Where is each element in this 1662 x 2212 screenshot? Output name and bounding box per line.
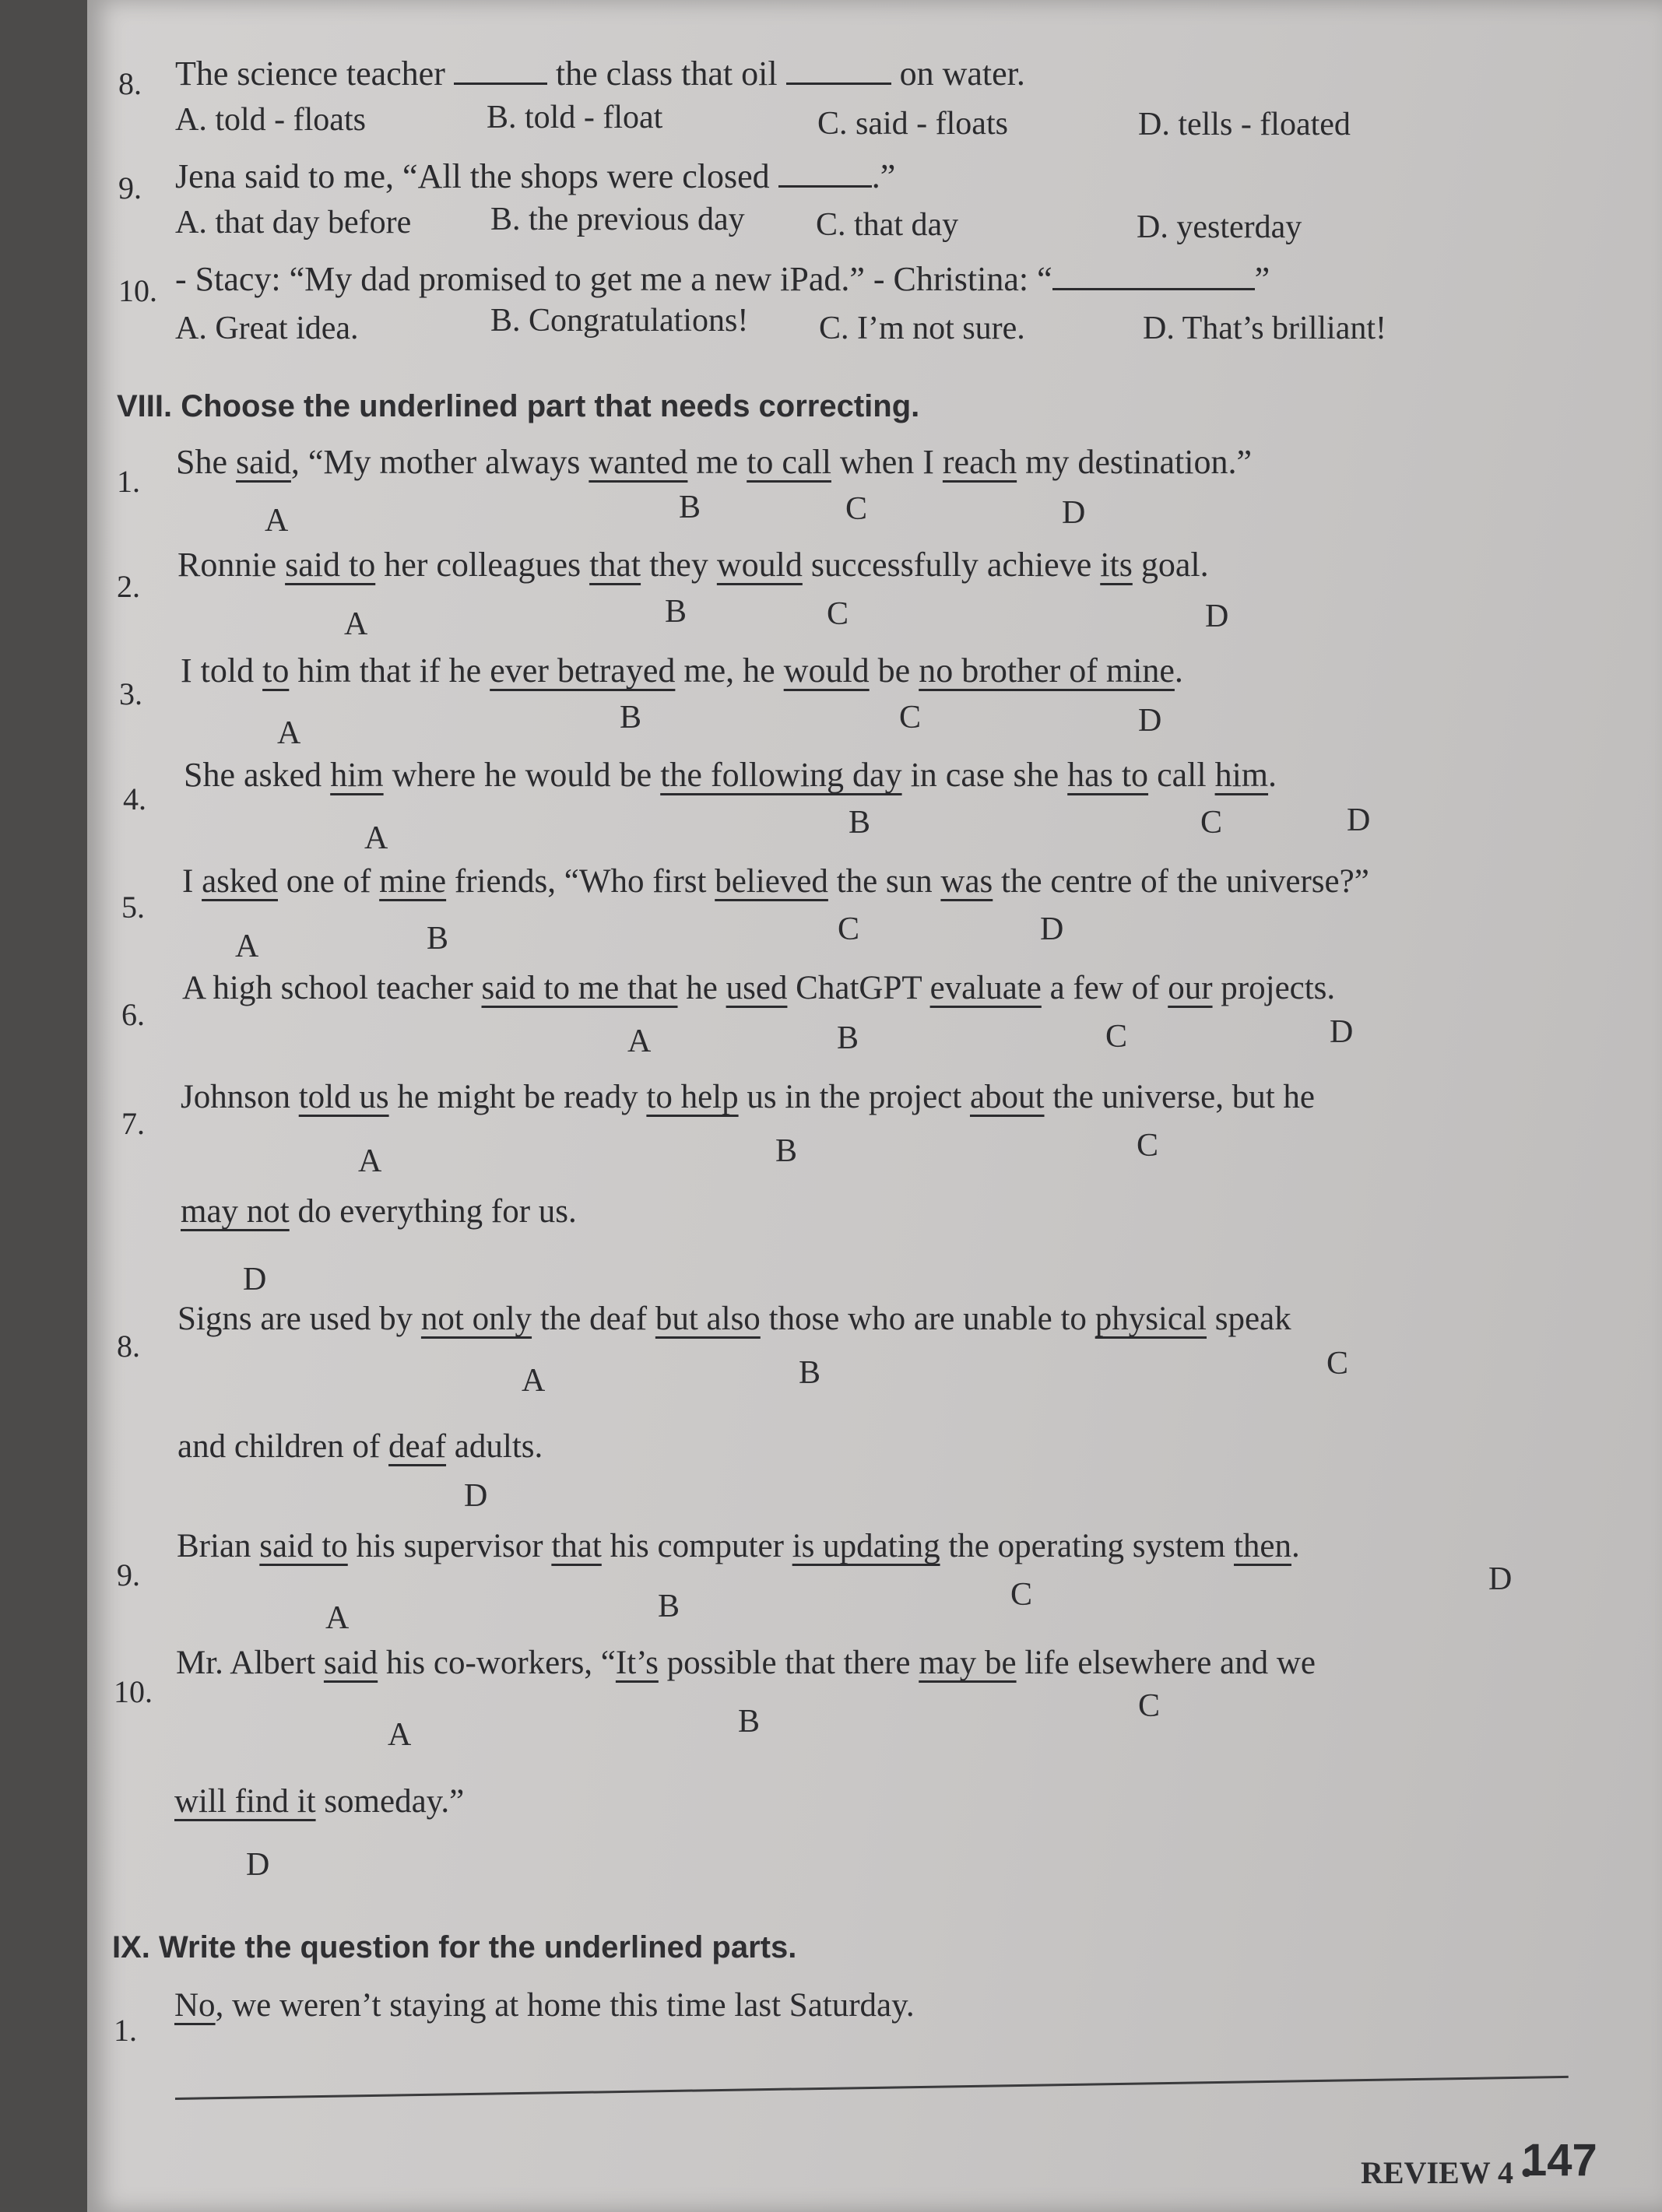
letter-label-c: C [1326,1346,1349,1382]
underlined-option-b: the following day [660,756,902,794]
underlined-option-c: may be [919,1645,1017,1681]
question-number: 7. [121,1106,145,1141]
sentence-part: him that if he [289,651,490,690]
underlined-option-b: that [551,1528,602,1564]
sentence-part: Ronnie [177,546,286,584]
sentence-part: goal. [1132,546,1209,584]
sentence-part: the deaf [532,1301,655,1337]
sentence-part: they [641,546,717,584]
question-number: 8. [118,66,142,101]
underlined-option-b: to help [646,1079,739,1115]
letter-label-a: A [325,1600,350,1636]
letter-label-a: A [358,1143,382,1179]
question-text [176,1644,1316,1682]
sentence-part: his computer [601,1528,792,1564]
letter-label-c: C [1010,1577,1033,1613]
underlined-option-d: deaf [388,1428,447,1465]
letter-label-c: C [838,911,860,947]
underlined-option-c: about [969,1079,1045,1115]
sentence-part: A high school teacher [182,970,482,1006]
question-text-part: - Stacy: “My dad promised to get me a new iPad.” - Christina: “ [175,259,1052,298]
sentence-part: his supervisor [347,1528,552,1564]
underlined-option-c: would [716,546,803,584]
letter-label-a: A [364,820,388,856]
letter-label-b: B [665,594,687,630]
question-text-part: ” [1254,259,1270,298]
sentence-part: one of [277,863,380,900]
underlined-option-d: reach [942,443,1017,481]
underlined-option-c: believed [715,863,828,900]
underlined-option-a: said [236,443,291,481]
letter-label-d: D [246,1847,270,1883]
letter-label-a: A [522,1363,546,1399]
option-a: A. Great idea. [175,311,359,346]
letter-label-a: A [388,1717,412,1753]
sentence-part: . [1291,1528,1300,1564]
sentence-part: a few of [1041,970,1168,1006]
question-number: 1. [114,2013,137,2048]
sentence-part: She asked [184,756,331,794]
question-text [175,255,1270,299]
sentence-part: possible that there [658,1645,919,1681]
letter-label-d: D [1205,599,1229,634]
sentence-part: he [677,970,726,1006]
question-number: 10. [114,1674,153,1709]
question-number: 4. [123,781,146,816]
underlined-option-b: that [589,546,641,584]
sentence-part: the centre of the universe?” [993,863,1369,900]
letter-label-c: C [1138,1688,1161,1724]
underlined-option-c: physical [1095,1301,1207,1337]
underlined-option-a: not only [420,1301,532,1337]
sentence-part: someday.” [315,1783,465,1820]
option-d: D. That’s brilliant! [1143,311,1387,346]
letter-label-d: D [1330,1014,1354,1050]
underlined-option-c: has to [1067,756,1149,794]
underlined-option-a: said to [259,1528,348,1564]
underlined-option-b: wanted [589,443,688,481]
letter-label-d: D [243,1262,267,1297]
letter-label-a: A [627,1023,652,1059]
letter-label-b: B [775,1133,798,1169]
letter-label-d: D [1347,802,1371,838]
underlined-option-a: him [330,756,384,794]
underlined-option-a: to [262,651,290,690]
review-label: REVIEW 4 • [1361,2155,1532,2190]
sentence-part: his co-workers, “ [378,1645,616,1681]
sentence-part: , “My mother always [290,443,589,481]
question-text [177,1300,1291,1338]
question-text-continuation [181,1192,577,1231]
option-d: D. yesterday [1137,209,1302,245]
letter-label-b: B [837,1020,859,1056]
question-number: 2. [117,569,140,604]
option-d: D. tells - floated [1138,107,1351,142]
underlined-option-b: It’s [615,1645,659,1681]
question-number: 8. [117,1329,140,1364]
letter-label-c: C [899,700,922,736]
letter-label-c: C [1200,805,1223,841]
question-text [174,1986,915,2024]
sentence-part: do everything for us. [289,1193,577,1230]
question-text [182,969,1335,1007]
question-text-continuation [177,1427,543,1466]
question-text-continuation [174,1782,464,1821]
underlined-option-d: will find it [174,1783,316,1820]
underlined-option-d: its [1100,546,1133,584]
sentence-part: and children of [177,1428,389,1465]
sentence-part: me [687,443,747,481]
letter-label-a: A [277,715,301,751]
question-number: 5. [121,890,145,925]
underlined-option-a: asked [202,863,278,900]
question-text [176,442,1252,482]
sentence-part: where he would be [383,756,661,794]
sentence-part: adults. [446,1428,543,1465]
question-text-part: on water. [891,54,1025,93]
letter-label-a: A [265,503,289,539]
answer-blank [786,50,891,85]
sentence-part: projects. [1212,970,1336,1006]
letter-label-b: B [658,1589,680,1624]
underlined-option-c: to call [747,443,831,481]
letter-label-b: B [799,1355,821,1391]
option-b: B. told - float [487,100,663,135]
sentence-part: successfully achieve [802,546,1101,584]
question-number: 10. [118,273,157,308]
sentence-part: he might be ready [388,1079,647,1115]
sentence-part: friends, “Who first [446,863,715,900]
option-a: A. told - floats [175,102,366,138]
sentence-part: . [1268,756,1277,794]
underlined-option-d: was [940,863,993,900]
sentence-part: when I [831,443,943,481]
sentence-part: be [869,651,919,690]
letter-label-d: D [464,1478,488,1514]
question-text-part: the class that oil [546,54,786,93]
letter-label-c: C [827,596,849,632]
sentence-part: call [1148,756,1215,794]
question-text [182,862,1369,901]
underlined-option-d: no brother of mine [919,651,1175,690]
underlined-option-a: told us [298,1079,389,1115]
sentence-part: in case she [901,756,1068,794]
sentence-part: speak [1207,1301,1291,1337]
page-number: 147 [1522,2135,1597,2186]
question-text [177,1527,1300,1565]
letter-label-a: A [235,929,259,964]
sentence-part: life elsewhere and we [1016,1645,1316,1681]
underlined-option-c: would [783,651,870,690]
sentence-part: her colleagues [375,546,590,584]
sentence-part: those who are unable to [760,1301,1095,1337]
underlined-part: No [174,1987,216,2024]
letter-label-c: C [1137,1128,1159,1164]
sentence-part: . [1174,651,1183,690]
option-a: A. that day before [175,205,412,241]
sentence-part: us in the project [738,1079,970,1115]
sentence-part: I [182,863,202,900]
underlined-option-a: said to me that [481,970,678,1006]
question-number: 6. [121,997,145,1032]
letter-label-c: C [845,491,868,527]
question-text [177,545,1209,585]
underlined-option-d: then [1233,1528,1291,1564]
sentence-part: the operating system [940,1528,1234,1564]
sentence-part: I told [181,651,263,690]
question-text [181,651,1183,690]
underlined-option-d: may not [181,1193,290,1230]
question-number: 9. [117,1557,140,1592]
sentence-part: my destination.” [1017,443,1252,481]
underlined-option-c: is updating [792,1528,940,1564]
question-text [175,50,1025,93]
underlined-option-b: ever betrayed [490,651,676,690]
sentence-part: the universe, but he [1044,1079,1316,1115]
question-text-part: Jena said to me, “All the shops were closed [175,156,778,195]
question-text [175,153,895,196]
question-text [181,1078,1315,1116]
option-b: B. Congratulations! [490,303,749,339]
underlined-option-a: said [323,1645,378,1681]
sentence-part: Brian [177,1528,260,1564]
underlined-option-a: said to [285,546,376,584]
option-b: B. the previous day [490,202,745,237]
sentence-part: She [176,443,236,481]
question-number: 9. [118,170,142,205]
question-text [184,755,1277,795]
letter-label-b: B [427,921,449,957]
answer-blank [454,50,547,85]
letter-label-d: D [1062,495,1086,531]
sentence-part: Signs are used by [177,1301,421,1337]
sentence-part: Mr. Albert [176,1645,324,1681]
letter-label-d: D [1040,911,1064,947]
sentence-part: ChatGPT [787,970,930,1006]
option-c: C. I’m not sure. [819,311,1025,346]
underlined-option-b: but also [655,1301,761,1337]
letter-label-b: B [679,490,701,525]
question-number: 1. [117,464,140,499]
underlined-option-b: used [726,970,788,1006]
question-text-part: .” [871,156,896,195]
letter-label-b: B [849,805,871,841]
question-text-part: The science teacher [175,54,454,93]
underlined-option-d: him [1214,756,1269,794]
letter-label-c: C [1105,1019,1128,1055]
section-heading: IX. Write the question for the underlined parts. [112,1930,797,1964]
section-heading: VIII. Choose the underlined part that needs correcting. [117,389,920,423]
letter-label-b: B [738,1704,761,1740]
underlined-option-c: evaluate [929,970,1042,1006]
letter-label-a: A [344,606,368,642]
letter-label-d: D [1488,1561,1513,1597]
underlined-option-b: mine [379,863,447,900]
sentence-part: me, he [675,651,784,690]
option-c: C. said - floats [817,106,1008,142]
option-c: C. that day [816,207,959,243]
letter-label-d: D [1138,703,1162,739]
sentence-part: Johnson [181,1079,299,1115]
question-number: 3. [119,676,142,711]
sentence-part: the sun [827,863,941,900]
answer-blank [778,153,872,188]
letter-label-b: B [620,700,642,736]
answer-blank [1052,255,1255,290]
underlined-option-d: our [1168,970,1213,1006]
sentence-part: , we weren’t staying at home this time last Saturday. [215,1987,915,2024]
